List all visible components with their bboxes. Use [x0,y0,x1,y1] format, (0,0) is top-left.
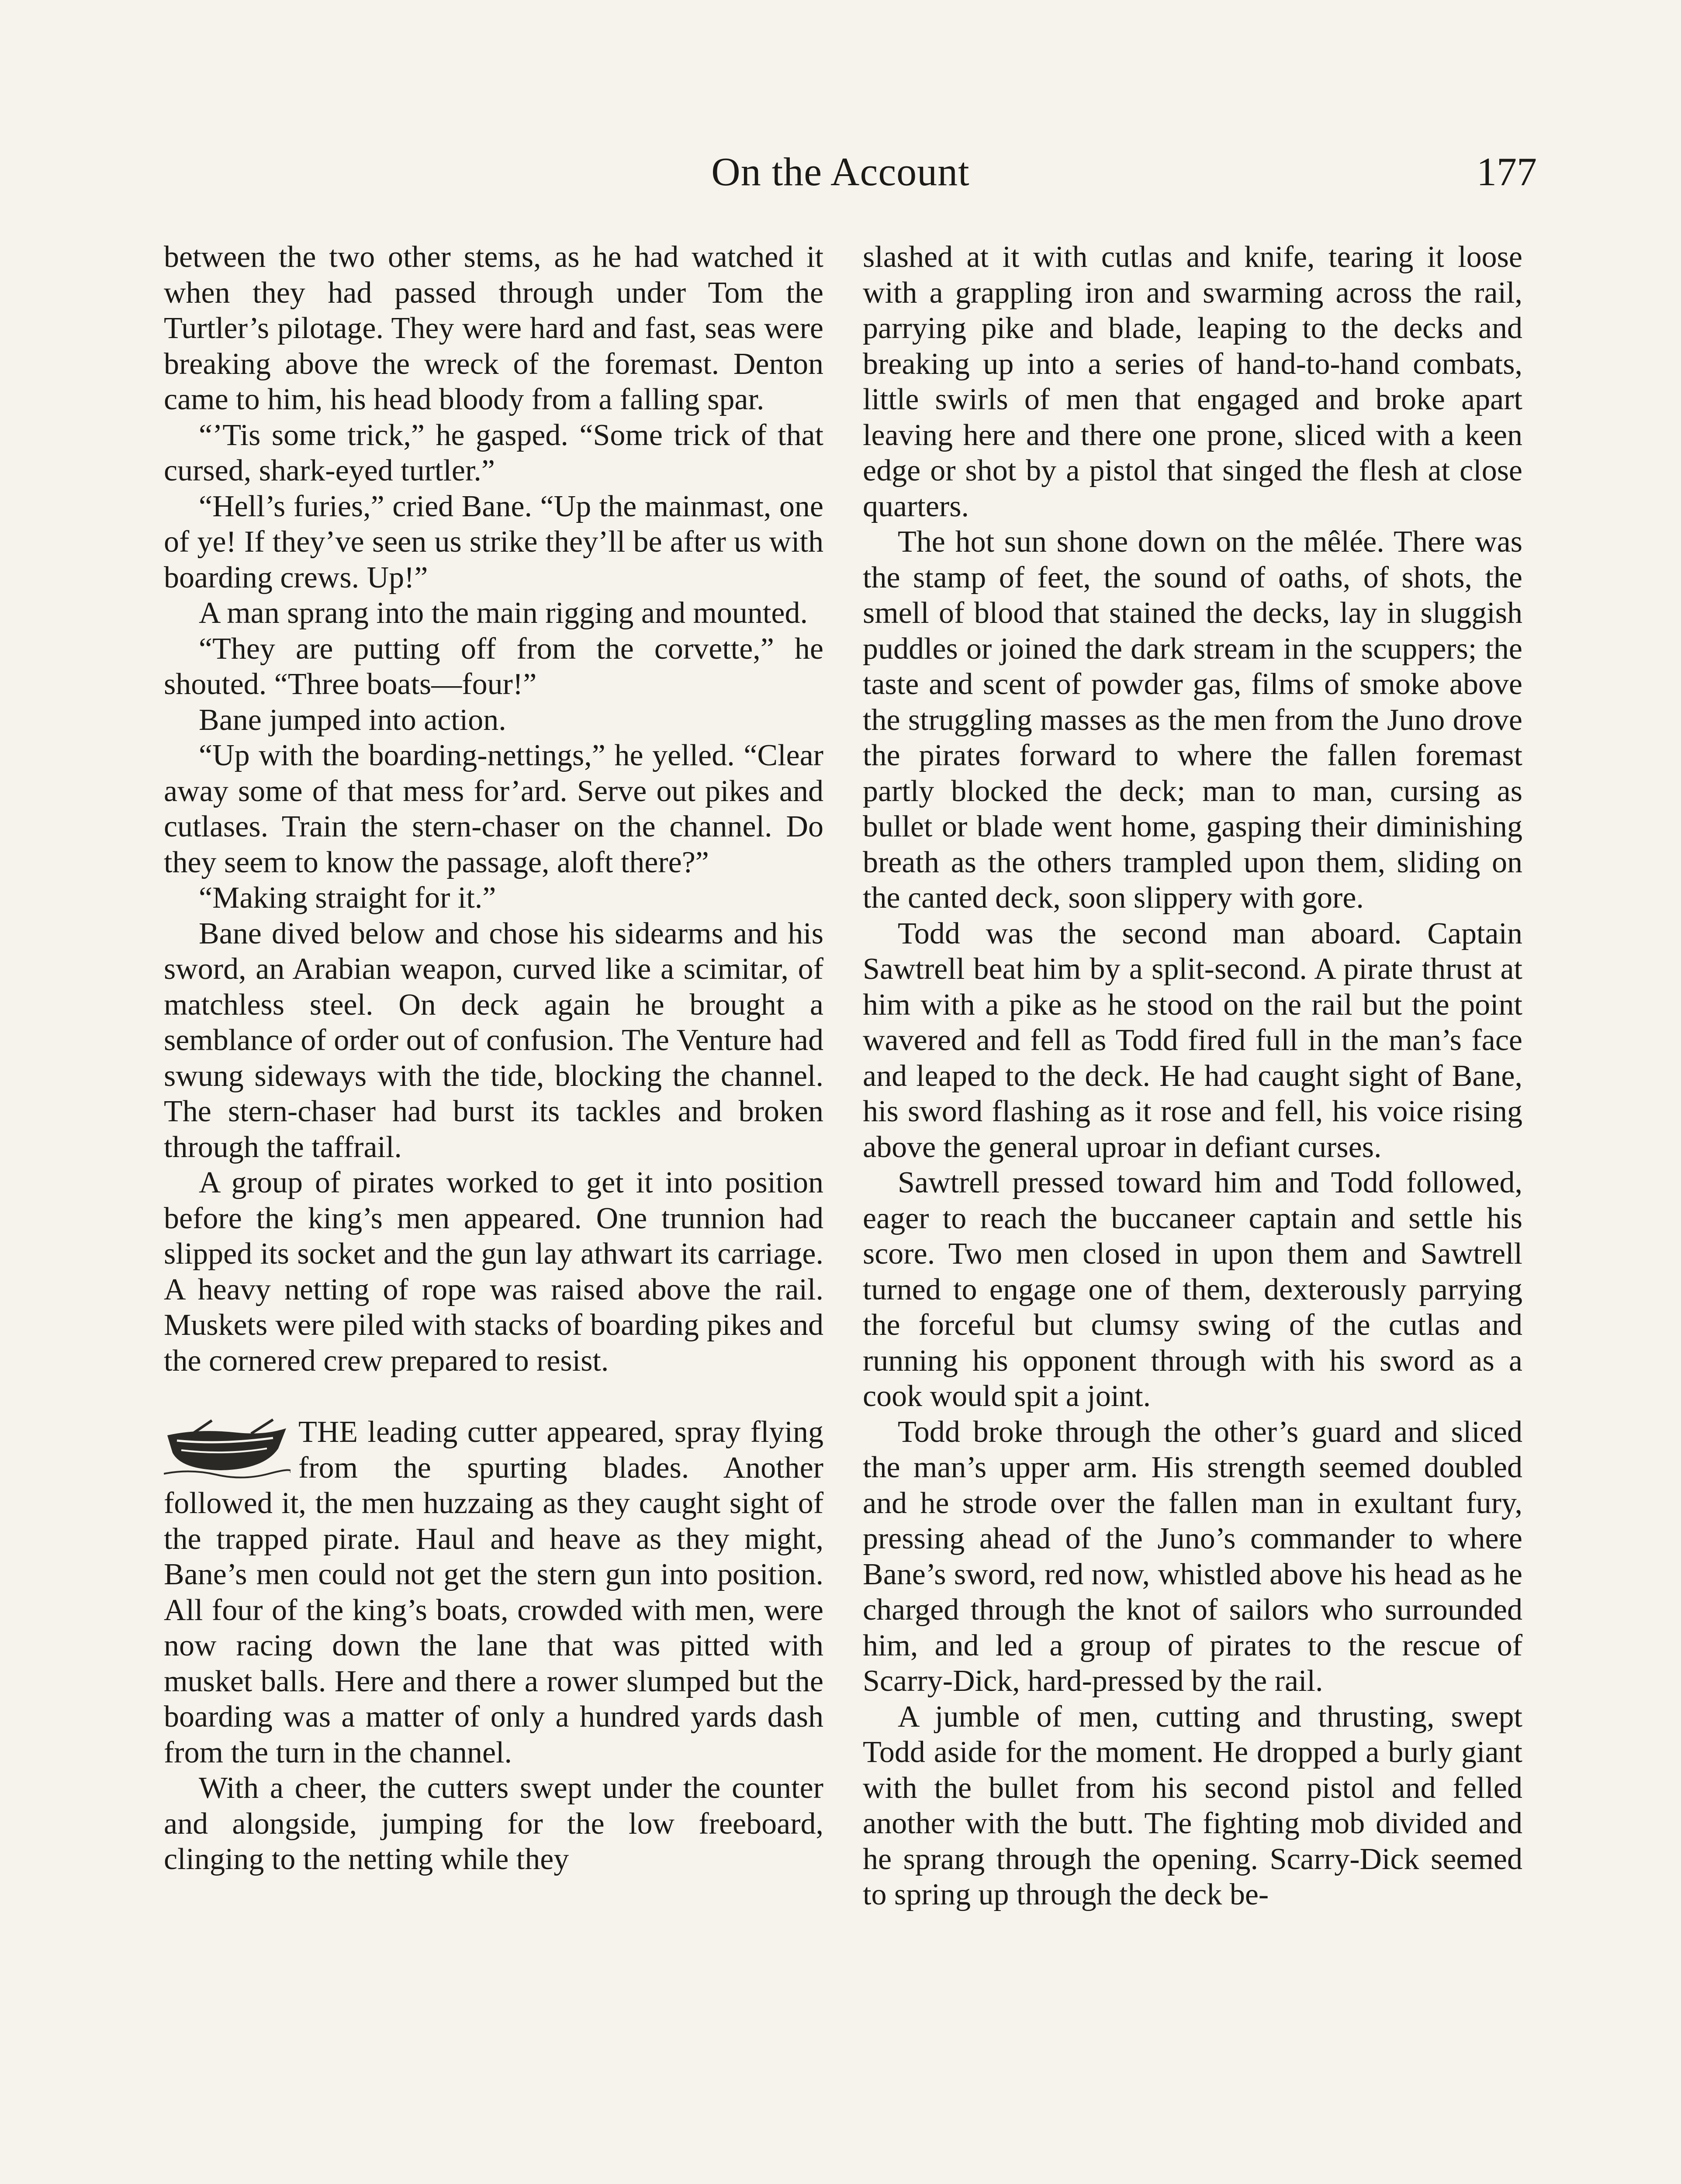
left-column [164,239,823,1877]
paragraph: Todd was the second man aboard. Captain Sawtrell beat him by a split-second. A pirate thrust at him with a pike as he stood on the rail but the point wavered and fell as Todd fired full in the man’s face and leaped to the deck. He had caught sight of Bane, his sword flashing as it rose and fell, his voice rising above the general uproar in defiant curses. [863,916,1522,1164]
page-number: 177 [1477,149,1537,194]
paragraph: Todd broke through the other’s guard and sliced the man’s upper arm. His strength seemed doubled and he strode over the fallen man in exultant fury, pressing ahead of the Juno’s commander to where Bane’s sword, red now, whistled above his head as he charged through the knot of sailors who surrounded him, and led a group of pirates to the rescue of Scarry-Dick, hard-pressed by the rail. [863,1415,1522,1698]
paragraph: A jumble of men, cutting and thrusting, swept Todd aside for the moment. He dropped a burly giant with the bullet from his second pistol and felled another with the butt. The fighting mob divided and he sprang through the opening. Scarry-Dick seemed to spring up through the deck be- [863,1700,1522,1911]
paragraph: With a cheer, the cutters swept under the counter and alongside, jumping for the low freeboard, clinging to the netting while they [164,1771,823,1876]
paragraph: “’Tis some trick,” he gasped. “Some trick of that cursed, shark-eyed turtler.” [164,418,823,487]
paragraph: Sawtrell pressed toward him and Todd followed, eager to reach the buccaneer captain and settle his score. Two men closed in upon them and Sawtrell turned to engage one of them, dexterously parrying the forceful but clumsy swing of the cutlas and running his opponent through with his sword as a cook would spit a joint. [863,1166,1522,1413]
paragraph: The hot sun shone down on the mêlée. There was the stamp of feet, the sound of oaths, of shots, the smell of blood that stained the decks, lay in sluggish puddles or joined the dark stream in the scuppers; the taste and scent of powder gas, films of smoke above the struggling masses as the men from the Juno drove the pirates forward to where the fallen foremast partly blocked the deck; man to man, cursing as bullet or blade went home, gasping their diminishing breath as the others trampled upon them, sliding on the canted deck, soon slippery with gore. [863,525,1522,915]
paragraph: “Making straight for it.” [199,881,496,915]
section-opening-text: THE leading cutter appeared, spray flying from the spurting blades. Another followed it, the men huzzaing as they caught sight of the trapped pirate. Haul and heave as they might, Bane’s men could not get the stern gun into position. All four of the king’s boats, crowded with men, were now racing down the lane that was pitted with musket balls. Here and there a rower slumped but the boarding was a matter of only a hundred yards dash from the turn in the channel. [164,1415,823,1769]
page-title: On the Account [711,149,970,194]
paragraph: between the two other stems, as he had watched it when they had passed through under Tom the Turtler’s pilotage. They were hard and fast, seas were breaking above the wreck of the foremast. Denton came to him, his head bloody from a falling spar. [164,240,823,416]
right-column [863,239,1522,1913]
rowboat-icon [164,1418,291,1483]
paragraph: A group of pirates worked to get it into position before the king’s men appeared. One trunnion had slipped its socket and the gun lay athwart its carriage. A heavy netting of rope was raised above the rail. Muskets were piled with stacks of boarding pikes and the cornered crew prepared to resist. [164,1166,823,1378]
paragraph: Bane jumped into action. [199,703,506,737]
paragraph: “Hell’s furies,” cried Bane. “Up the mainmast, one of ye! If they’ve seen us strike they’ll be after us with boarding crews. Up!” [164,489,823,594]
section-opening-paragraph [164,1414,823,1770]
paragraph: “They are putting off from the corvette,” he shouted. “Three boats—four!” [164,632,823,701]
section-break [164,1379,823,1414]
paragraph: slashed at it with cutlas and knife, tearing it loose with a grappling iron and swarming across the rail, parrying pike and blade, leaping to the decks and breaking up into a series of hand-to-hand combats, little swirls of men that engaged and broke apart leaving here and there one prone, sliced with a keen edge or shot by a pistol that singed the flesh at close quarters. [863,240,1522,523]
paragraph: “Up with the boarding-nettings,” he yelled. “Clear away some of that mess for’ard. Serve out pikes and cutlases. Train the stern-chaser on the channel. Do they seem to know the passage, aloft there?” [164,739,823,879]
paragraph: A man sprang into the main rigging and mounted. [199,596,808,630]
paragraph: Bane dived below and chose his sidearms and his sword, an Arabian weapon, curved like a scimitar, of matchless steel. On deck again he brought a semblance of order out of confusion. The Venture had swung sideways with the tide, blocking the channel. The stern-chaser had burst its tackles and broken through the taffrail. [164,916,823,1164]
